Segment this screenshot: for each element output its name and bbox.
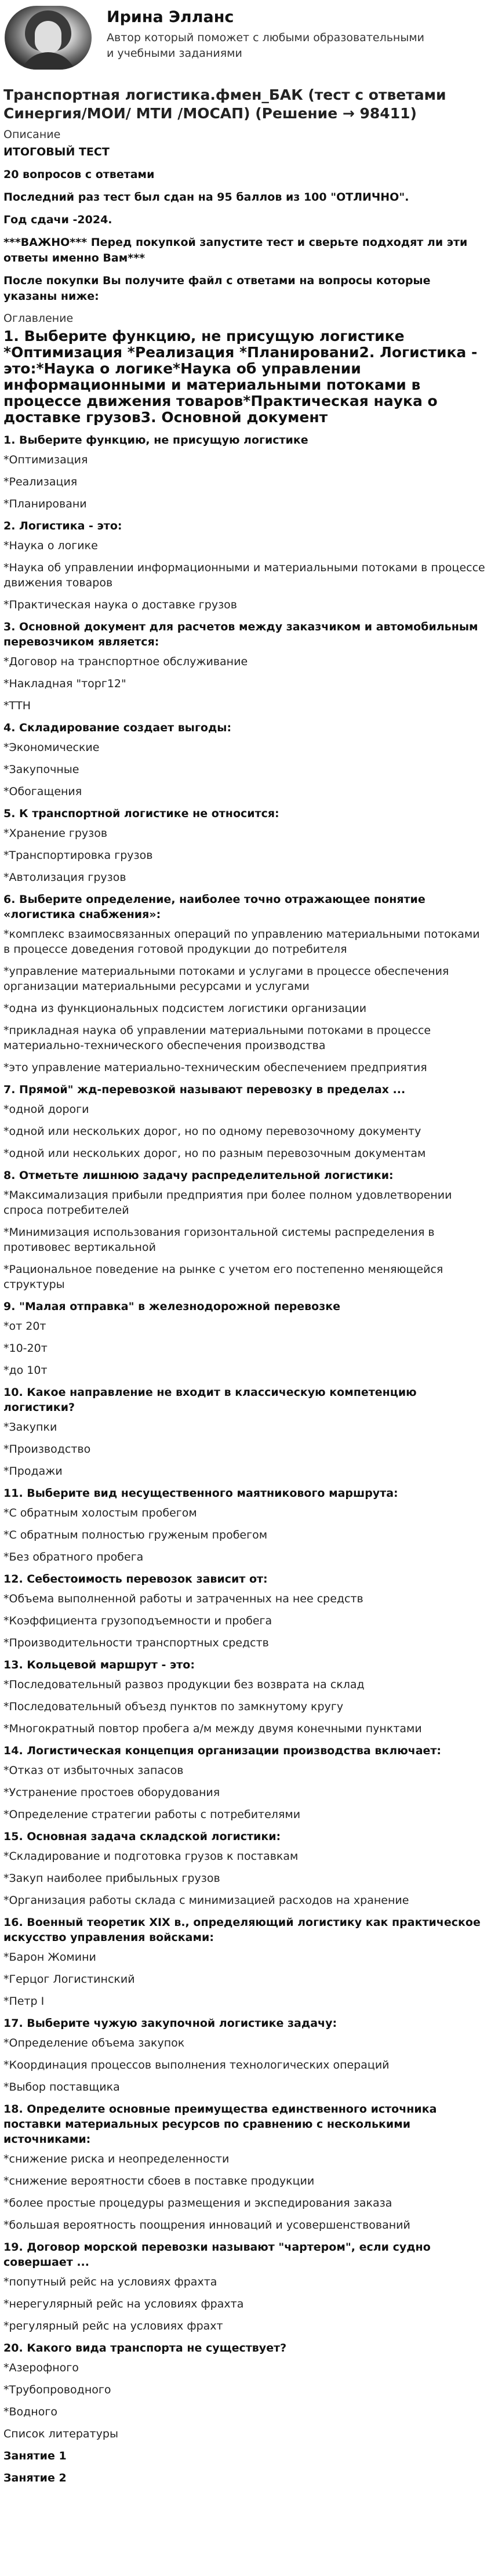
answer-option: *управление материальными потоками и услугами в процессе обеспечения организации материальными ресурсами и услугами bbox=[3, 965, 449, 993]
answer-option: *Трубопроводного bbox=[3, 2383, 111, 2396]
answer-option: *более простые процедуры размещения и экспедирования заказа bbox=[3, 2197, 392, 2209]
answer-option: *Закупочные bbox=[3, 763, 79, 776]
question-block bbox=[3, 518, 486, 612]
answer-option: *нерегулярный рейс на условиях фрахта bbox=[3, 2298, 244, 2310]
question-block bbox=[3, 892, 486, 1075]
question-text: 16. Военный теоретик XIX в., определяющий логистику как практическое искусство управления войсками: bbox=[3, 1916, 481, 1944]
answer-option: *ТТН bbox=[3, 699, 31, 712]
question-text: 11. Выберите вид несущественного маятникового маршрута: bbox=[3, 1487, 398, 1500]
answer-option: *10-20т bbox=[3, 1342, 48, 1355]
answer-option: *Отказ от избыточных запасов bbox=[3, 1764, 184, 1777]
question-block bbox=[3, 1657, 486, 1736]
answer-option: *Выбор поставщика bbox=[3, 2081, 120, 2094]
lesson-1-label: Занятие 1 bbox=[3, 2450, 67, 2462]
answer-option: *Договор на транспортное обслуживание bbox=[3, 655, 248, 668]
question-block bbox=[3, 1915, 486, 2009]
answer-option: *одной или нескольких дорог, но по разным перевозочным документам bbox=[3, 1147, 426, 1160]
answer-option: *Наука о логике bbox=[3, 539, 98, 552]
page-title: Транспортная логистика.фмен_БАК (тест с ответами Синергия/МОИ/ МТИ /МОСАП) (Решение → 98411) bbox=[3, 86, 446, 122]
answer-option: *Складирование и подготовка грузов к поставкам bbox=[3, 1850, 299, 1863]
question-text: 15. Основная задача складской логистики: bbox=[3, 1830, 281, 1843]
answer-option: *попутный рейс на условиях фрахта bbox=[3, 2276, 217, 2288]
answer-option: *Закуп наиболее прибыльных грузов bbox=[3, 1872, 220, 1885]
question-text: 18. Определите основные преимущества единственного источника поставки материальных ресурсов по сравнению с несколькими источниками: bbox=[3, 2103, 437, 2146]
final-test-text: ИТОГОВЫЙ ТЕСТ bbox=[3, 146, 110, 158]
answer-option: *Экономические bbox=[3, 741, 100, 754]
question-block bbox=[3, 1082, 486, 1161]
author-name[interactable]: Ирина Элланс bbox=[107, 8, 234, 26]
answer-option: *до 10т bbox=[3, 1364, 48, 1377]
answer-option: *Последовательный объезд пунктов по замкнутому кругу bbox=[3, 1700, 344, 1713]
important-note: ***ВАЖНО*** Перед покупкой запустите тест и сверьте подходят ли эти ответы именно Вам*** bbox=[3, 236, 468, 264]
answer-option: *Азерофного bbox=[3, 2361, 79, 2374]
answer-option: *Реализация bbox=[3, 476, 78, 488]
question-text: 13. Кольцевой маршрут - это: bbox=[3, 1659, 195, 1671]
answer-option: *Практическая наука о доставке грузов bbox=[3, 598, 237, 611]
question-block bbox=[3, 2240, 486, 2334]
answer-option: *Организация работы склада с минимизацией расходов на хранение bbox=[3, 1894, 409, 1907]
question-block bbox=[3, 619, 486, 713]
description-label: Описание bbox=[3, 128, 61, 141]
answer-option: *Максимализация прибыли предприятия при более полном удовлетворении спроса потребителей bbox=[3, 1189, 452, 1217]
question-block bbox=[3, 1572, 486, 1650]
lesson-2-label: Занятие 2 bbox=[3, 2472, 67, 2484]
answer-option: *Объема выполненной работы и затраченных на нее средств bbox=[3, 1592, 363, 1605]
answer-option: *от 20т bbox=[3, 1320, 46, 1333]
author-description: Автор который поможет с любыми образовательными и учебными заданиями bbox=[107, 31, 425, 60]
answer-option: *комплекс взаимосвязанных операций по управлению материальными потоками в процессе доведения готовой продукции до потребителя bbox=[3, 928, 480, 956]
description-body bbox=[3, 144, 486, 304]
question-block bbox=[3, 2016, 486, 2095]
answer-option: *Устранение простоев оборудования bbox=[3, 1786, 220, 1799]
answer-option: *Транспортировка грузов bbox=[3, 849, 153, 862]
after-purchase-note: После покупки Вы получите файл с ответами на вопросы которые указаны ниже: bbox=[3, 274, 431, 303]
answer-option: *Координация процессов выполнения технологических операций bbox=[3, 2059, 390, 2071]
answer-option: *Многократный повтор пробега а/м между двумя конечными пунктами bbox=[3, 1722, 422, 1735]
question-text: 2. Логистика - это: bbox=[3, 520, 122, 532]
answer-option: *снижение вероятности сбоев в поставке продукции bbox=[3, 2175, 315, 2187]
document-content bbox=[3, 86, 486, 2492]
question-text: 5. К транспортной логистике не относится: bbox=[3, 807, 279, 820]
answer-option: *регулярный рейс на условиях фрахт bbox=[3, 2320, 223, 2332]
question-text: 3. Основной документ для расчетов между заказчиком и автомобильным перевозчиком является: bbox=[3, 621, 478, 648]
answer-option: *одной или нескольких дорог, но по одному перевозочному документу bbox=[3, 1125, 421, 1138]
answer-option: *Накладная "торг12" bbox=[3, 677, 126, 690]
year-text: Год сдачи -2024. bbox=[3, 213, 112, 226]
answer-option: *Коэффициента грузоподъемности и пробега bbox=[3, 1614, 272, 1627]
answer-option: *Герцог Логистинский bbox=[3, 1973, 135, 1986]
question-text: 9. "Малая отправка" в железнодорожной перевозке bbox=[3, 1300, 341, 1313]
answer-option: *Планировани bbox=[3, 498, 87, 510]
question-text: 12. Себестоимость перевозок зависит от: bbox=[3, 1573, 268, 1585]
answer-option: *Производительности транспортных средств bbox=[3, 1637, 269, 1649]
question-block bbox=[3, 720, 486, 799]
question-block bbox=[3, 1299, 486, 1378]
question-block bbox=[3, 2102, 486, 2233]
toc-text: 1. Выберите функцию, не присущую логистике *Оптимизация *Реализация *Планировани2. Логистика - это:*Наука о логике*Наука об управлении информационными и материальными потоками в процессе движения товаров*Практическая наука о доставке грузов3. Основной документ bbox=[3, 328, 478, 426]
answer-option: *С обратным холостым пробегом bbox=[3, 1507, 197, 1519]
answer-option: *одна из функциональных подсистем логистики организации bbox=[3, 1002, 367, 1015]
question-text: 4. Складирование создает выгоды: bbox=[3, 721, 232, 734]
answer-option: *Последовательный развоз продукции без возврата на склад bbox=[3, 1678, 365, 1691]
answer-option: *одной дороги bbox=[3, 1103, 89, 1116]
question-block bbox=[3, 1486, 486, 1565]
question-text: 17. Выберите чужую закупочной логистике задачу: bbox=[3, 2017, 337, 2030]
answer-option: *Производство bbox=[3, 1443, 91, 1456]
answer-option: *большая вероятность поощрения инноваций и усовершенствований bbox=[3, 2219, 410, 2232]
question-text: 20. Какого вида транспорта не существует? bbox=[3, 2342, 287, 2354]
question-block bbox=[3, 1385, 486, 1479]
question-block bbox=[3, 1829, 486, 1908]
author-header bbox=[0, 0, 491, 82]
answer-option: *Хранение грузов bbox=[3, 827, 108, 840]
last-result-text: Последний раз тест был сдан на 95 баллов из 100 "ОТЛИЧНО". bbox=[3, 191, 409, 204]
toc-label: Оглавление bbox=[3, 312, 74, 325]
answer-option: *Без обратного пробега bbox=[3, 1551, 144, 1563]
answer-option: *Водного bbox=[3, 2406, 57, 2418]
question-text: 14. Логистическая концепция организации производства включает: bbox=[3, 1744, 442, 1757]
answer-option: *Минимизация использования горизонтальной системы распределения в противовес вертикальной bbox=[3, 1226, 435, 1254]
questions-count-text: 20 вопросов с ответами bbox=[3, 168, 155, 181]
answer-option: *Автолизация грузов bbox=[3, 871, 126, 884]
answer-option: *Продажи bbox=[3, 1465, 63, 1478]
question-block bbox=[3, 806, 486, 885]
question-text: 7. Прямой" жд-перевозкой называют перевозку в пределах ... bbox=[3, 1083, 406, 1096]
answer-option: *снижение риска и неопределенности bbox=[3, 2153, 230, 2165]
question-block bbox=[3, 1743, 486, 1822]
question-block bbox=[3, 433, 486, 511]
answer-option: *прикладная наука об управлении материальными потоками в процессе материально-технического обеспечения производства bbox=[3, 1024, 431, 1052]
question-text: 8. Отметьте лишнюю задачу распределительной логистики: bbox=[3, 1169, 394, 1182]
question-text: 6. Выберите определение, наиболее точно отражающее понятие «логистика снабжения»: bbox=[3, 893, 425, 921]
question-block bbox=[3, 2341, 486, 2419]
answer-option: *Наука об управлении информационными и материальными потоками в процессе движения товаров bbox=[3, 561, 485, 589]
question-text: 1. Выберите функцию, не присущую логистике bbox=[3, 434, 308, 447]
question-text: 19. Договор морской перевозки называют "чартером", если судно совершает ... bbox=[3, 2241, 431, 2269]
answer-option: *Барон Жомини bbox=[3, 1951, 96, 1964]
author-avatar[interactable] bbox=[5, 6, 92, 70]
references-label: Список литературы bbox=[3, 2428, 118, 2440]
answer-option: *С обратным полностью груженым пробегом bbox=[3, 1529, 268, 1541]
question-text: 10. Какое направление не входит в классическую компетенцию логистики? bbox=[3, 1386, 417, 1414]
question-block bbox=[3, 1168, 486, 1292]
answer-option: *Определение объема закупок bbox=[3, 2037, 185, 2049]
answer-option: *это управление материально-техническим обеспечением предприятия bbox=[3, 1061, 427, 1074]
answer-option: *Петр I bbox=[3, 1995, 45, 2008]
answer-option: *Закупки bbox=[3, 1421, 57, 1434]
answer-option: *Обогащения bbox=[3, 785, 82, 798]
answer-option: *Оптимизация bbox=[3, 453, 88, 466]
answer-option: *Рациональное поведение на рынке с учетом его постепенно меняющейся структуры bbox=[3, 1263, 443, 1291]
questions-list bbox=[3, 433, 486, 2419]
answer-option: *Определение стратегии работы с потребителями bbox=[3, 1808, 301, 1821]
